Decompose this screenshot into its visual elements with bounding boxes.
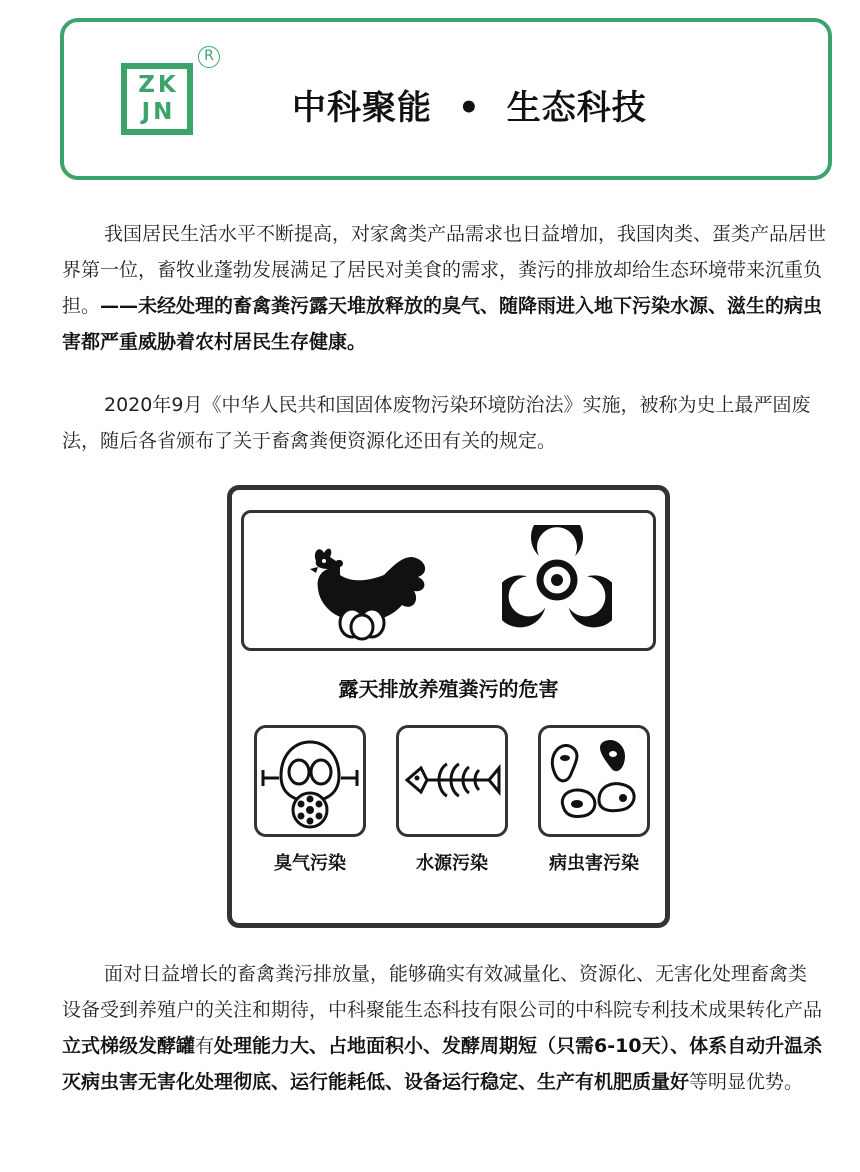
odor-pollution-tile — [254, 725, 366, 837]
chicken-icon — [294, 531, 434, 641]
pest-pollution-tile — [538, 725, 650, 837]
intro-text: 我国居民生活水平不断提高，对家禽类产品需求也日益增加，我国肉类、蛋类产品居世界第一位，畜牧业蓬勃发展满足了居民对美食的需求，粪污的排放却给生态环境带来沉重负担。 — [62, 223, 827, 317]
logo-line-1: ZK — [138, 72, 179, 98]
product-name: 立式梯级发酵罐 — [62, 1035, 196, 1057]
product-text-3: 等明显优势。 — [689, 1071, 804, 1093]
hazard-infographic — [227, 485, 670, 928]
fish-bone-icon — [399, 728, 505, 834]
product-text-2: 有 — [195, 1035, 215, 1057]
biohazard-icon — [502, 525, 612, 635]
product-advantages: 处理能力大、占地面积小、发酵周期短（只需6-10天）、体系自动升温杀灭病虫害无害化处理彻底、运行能耗低、设备运行稳定、生产有机肥质量好 — [62, 1035, 823, 1093]
bacteria-icon — [541, 728, 647, 834]
law-text: 2020年9月《中华人民共和国固体废物污染环境防治法》实施，被称为史上最严固废法，随后各省颁布了关于畜禽粪便资源化还田有关的规定。 — [62, 394, 811, 452]
brand-title — [292, 80, 647, 129]
pest-pollution-label: 病虫害污染 — [549, 853, 639, 874]
product-text-1: 面对日益增长的畜禽粪污排放量，能够确实有效减量化、资源化、无害化处理畜禽类 设备受到养殖户的关注和期待，中科聚能生态科技有限公司的中科院专利技术成果转化产品 — [62, 963, 823, 1021]
zkjn-logo — [121, 63, 193, 135]
registered-mark-icon: R — [198, 46, 220, 68]
product-paragraph — [62, 956, 832, 1100]
law-paragraph — [62, 387, 832, 459]
header-banner — [60, 18, 832, 180]
gas-mask-icon — [257, 728, 363, 834]
intro-paragraph — [62, 216, 832, 360]
brand-name: 中科聚能 — [292, 88, 432, 128]
hazard-icons-box — [241, 510, 656, 651]
logo-line-2: JN — [141, 99, 176, 125]
brand-tagline: 生态科技 — [506, 88, 647, 128]
brand-separator: • — [458, 88, 481, 128]
hazard-title: 露天排放养殖粪污的危害 — [338, 677, 559, 701]
water-pollution-label: 水源污染 — [416, 853, 488, 874]
intro-bold-text: ——未经处理的畜禽粪污露天堆放释放的臭气、随降雨进入地下污染水源、滋生的病虫害都严重威胁着农村居民生存健康。 — [62, 295, 823, 353]
water-pollution-tile — [396, 725, 508, 837]
odor-pollution-label: 臭气污染 — [274, 853, 346, 874]
